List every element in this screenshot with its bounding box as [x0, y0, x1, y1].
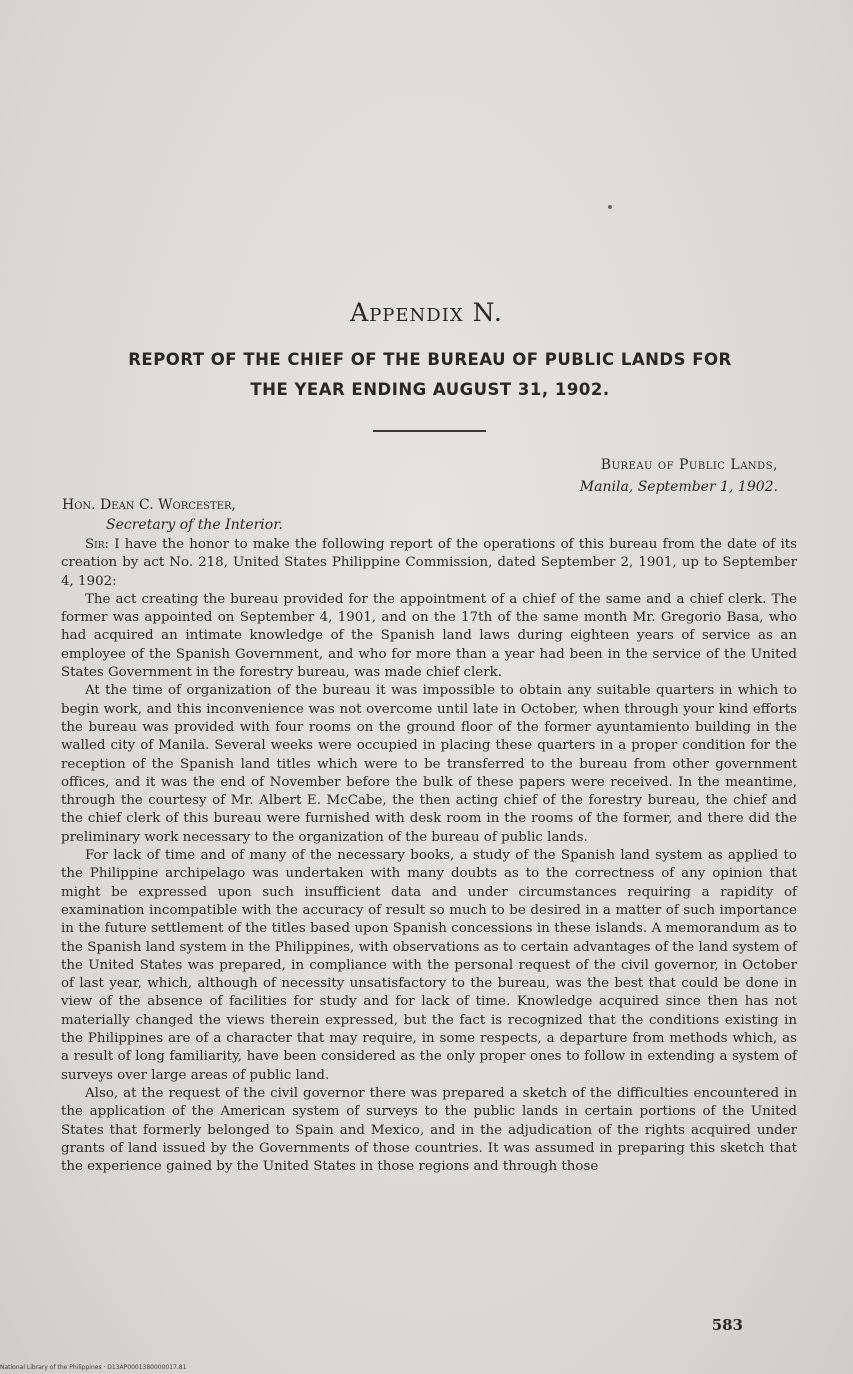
paragraph-text: For lack of time and of many of the necessary books, a study of the Spanish land system as applied to the Philippine archipelago was undertaken with many doubts as to the correctness of any opinion that might be expressed upon such insufficient data and under circumstances requiring a rapidity of examination incompatible with the accuracy of result so much to be desired in a matter of such importance in the future settlement of the titles based upon Spanish concessions in these islands. A memorandum as to the Spanish land system in the Philippines, with observations as to certain advantages of the land system of the United States was prepared, in compliance with the personal request of the civil governor, in October of last year, which, although of necessity unsatisfactory to the bureau, was the best that could be done in view of the absence of facilities for study and for lack of time. Knowledge acquired since then has not materially changed the views therein expressed, but the fact is recognized that the conditions existing in the Philippines are of a character that may require, in some respects, a departure from methods which, as a result of long familiarity, have been considered as the only proper ones to follow in extending a system of surveys over large areas of public land. — [61, 848, 797, 1083]
return-office: Bureau of Public Lands, — [600, 457, 778, 473]
return-address — [580, 454, 778, 498]
report-heading-line-2: THE YEAR ENDING AUGUST 31, 1902. — [250, 380, 610, 399]
report-body — [61, 536, 797, 1176]
footer-credit: National Library of the Philippines · D13AP0001380000017.81 — [0, 1364, 187, 1371]
paragraph-text: The act creating the bureau provided for the appointment of a chief of the same and a chief clerk. The former was appointed on September 4, 1901, and on the 17th of the same month Mr. Gregorio Basa, who had acquired an intimate knowledge of the Spanish land laws during eighteen years of service as an employee of the Spanish Government, and who for more than a year had been in the service of the United States Government in the forestry bureau, was made chief clerk. — [61, 591, 797, 681]
paper-speck — [608, 205, 612, 209]
page-number: 583 — [711, 1316, 743, 1334]
addressee-title: Secretary of the Interior. — [106, 517, 283, 533]
paragraph-5 — [61, 1085, 797, 1176]
addressee-block — [62, 495, 283, 535]
report-heading-line-1: REPORT OF THE CHIEF OF THE BUREAU OF PUBLIC LANDS FOR — [128, 350, 732, 369]
appendix-title: Appendix N. — [350, 298, 503, 327]
addressee-name: Hon. Dean C. Worcester, — [62, 497, 236, 513]
return-place-date: Manila, September 1, 1902. — [579, 479, 778, 495]
paragraph-text: I have the honor to make the following report of the operations of this bureau from the date of its creation by act No. 218, United States Philippine Commission, dated September 2, 1901, up to September 4, 1902: — [61, 537, 797, 589]
paragraph-4 — [61, 847, 797, 1085]
paragraph-1 — [61, 536, 797, 591]
salutation: Sir: — [85, 537, 110, 552]
paragraph-2 — [61, 591, 797, 682]
paragraph-3 — [61, 682, 797, 847]
section-divider — [373, 430, 486, 432]
report-heading — [50, 345, 810, 405]
paragraph-text: Also, at the request of the civil governor there was prepared a sketch of the difficulties encountered in the application of the American system of surveys to the public lands in certain portions of the United States that formerly belonged to Spain and Mexico, and in the adjudication of the rights acquired under grants of land issued by the Governments of those countries. It was assumed in preparing this sketch that the experience gained by the United States in those regions and through those — [61, 1085, 797, 1175]
paragraph-text: At the time of organization of the bureau it was impossible to obtain any suitable quarters in which to begin work, and this inconvenience was not overcome until late in October, when through your kind efforts the bureau was provided with four rooms on the ground floor of the former ayuntamiento building in the walled city of Manila. Several weeks were occupied in placing these quarters in a proper condition for the reception of the Spanish land titles which were to be transferred to the bureau from other government offices, and it was the end of November before the bulk of these papers were received. In the meantime, through the courtesy of Mr. Albert E. McCabe, the then acting chief of the forestry bureau, the chief and the chief clerk of this bureau were furnished with desk room in the rooms of the former, and there did the preliminary work necessary to the organization of the bureau of public lands. — [61, 683, 797, 845]
